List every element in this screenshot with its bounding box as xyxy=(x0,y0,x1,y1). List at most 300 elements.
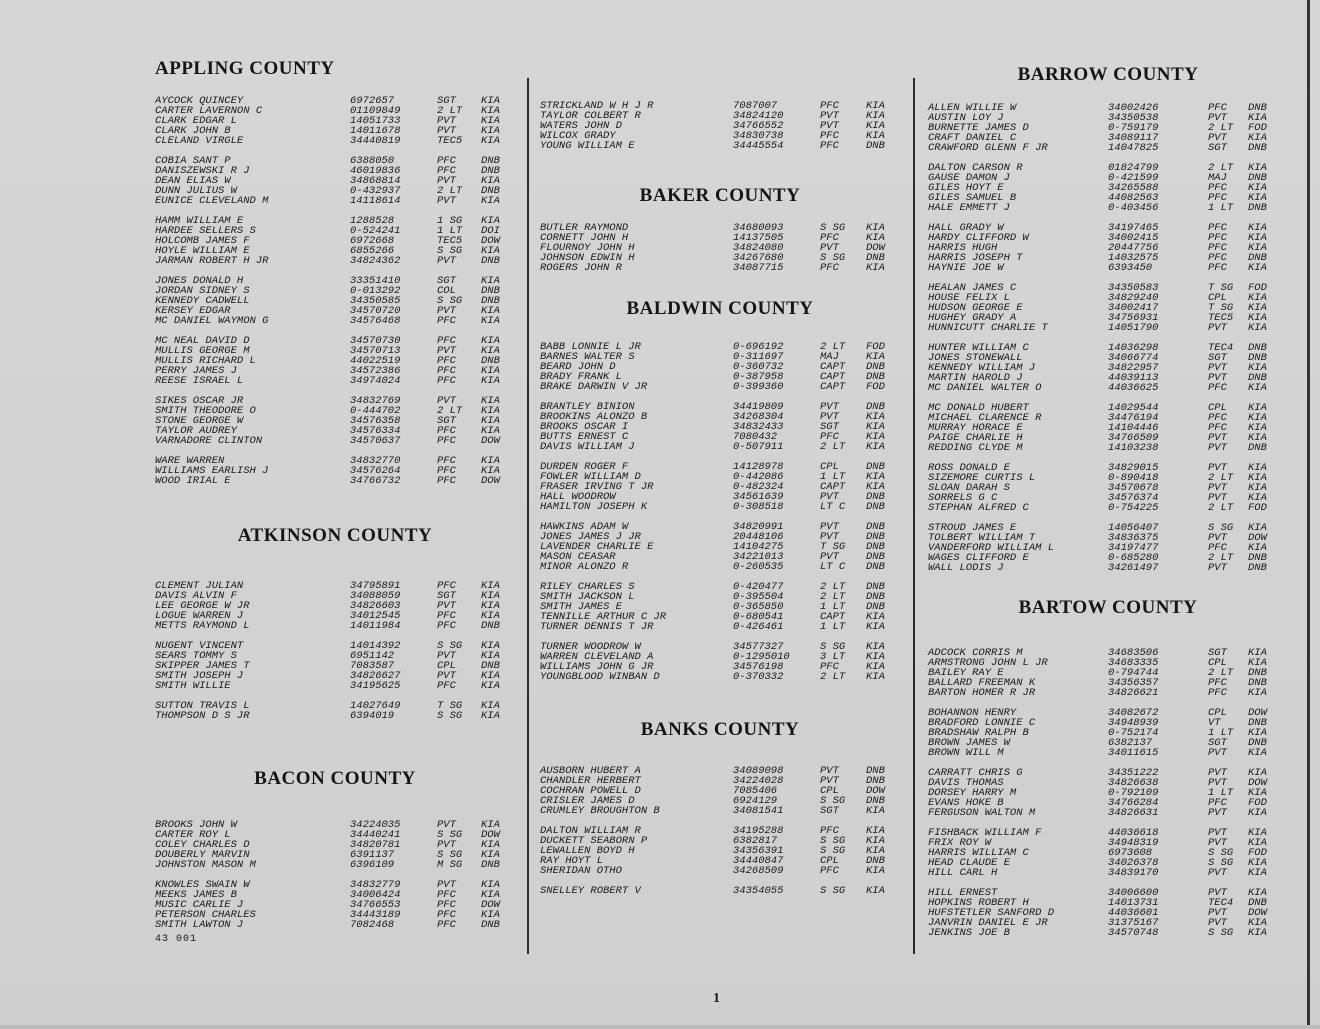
status-code: KIA xyxy=(866,661,885,673)
casualty-name: COLEY CHARLES D xyxy=(155,839,250,851)
status-code: KIA xyxy=(1248,867,1267,879)
serial-number: 14013731 xyxy=(1108,897,1159,909)
status-code: DNB xyxy=(866,371,885,383)
casualty-name: HEALAN JAMES C xyxy=(928,282,1017,294)
serial-number: 0-696192 xyxy=(733,341,784,353)
casualty-row xyxy=(928,563,1288,573)
serial-number: 34350583 xyxy=(1108,282,1159,294)
casualty-name: EVANS HOKE B xyxy=(928,797,1004,809)
rank: PFC xyxy=(820,130,839,142)
casualty-name: HARRIS HUGH xyxy=(928,242,998,254)
rank: S SG xyxy=(1208,522,1234,534)
casualty-name: METTS RAYMOND L xyxy=(155,620,250,632)
status-code: DNB xyxy=(1248,737,1267,749)
rank: CPL xyxy=(820,785,839,797)
rank: COL xyxy=(437,285,456,297)
status-code: KIA xyxy=(1248,162,1267,174)
rank: PVT xyxy=(820,551,839,563)
status-code: DNB xyxy=(866,775,885,787)
casualty-name: HALE EMMETT J xyxy=(928,202,1010,214)
casualty-name: HARRIS WILLIAM C xyxy=(928,847,1029,859)
status-code: DNB xyxy=(1248,142,1267,154)
casualty-name: CHANDLER HERBERT xyxy=(540,775,641,787)
casualty-name: TAYLOR COLBERT R xyxy=(540,110,641,122)
serial-number: 0-1295010 xyxy=(733,651,790,663)
status-code: KIA xyxy=(1248,182,1267,194)
rank: PFC xyxy=(1208,182,1227,194)
status-code: KIA xyxy=(1248,432,1267,444)
rank: TEC5 xyxy=(1208,312,1234,324)
casualty-name: REESE ISRAEL L xyxy=(155,375,244,387)
rank: CAPT xyxy=(820,361,846,373)
status-code: KIA xyxy=(866,411,885,423)
status-code: KIA xyxy=(481,610,500,622)
status-code: KIA xyxy=(1248,132,1267,144)
casualty-name: JOHNSON EDWIN H xyxy=(540,252,635,264)
status-code: KIA xyxy=(481,600,500,612)
serial-number: 0-482324 xyxy=(733,481,784,493)
casualty-name: LEE GEORGE W JR xyxy=(155,600,250,612)
casualty-name: JANVRIN DANIEL E JR xyxy=(928,917,1048,929)
casualty-name: JENKINS JOE B xyxy=(928,927,1010,939)
serial-number: 34824362 xyxy=(350,255,401,267)
rank: PFC xyxy=(437,155,456,167)
rank: S SG xyxy=(820,885,846,897)
serial-number: 1288528 xyxy=(350,215,395,227)
status-code: KIA xyxy=(481,465,500,477)
rank: 2 LT xyxy=(437,185,463,197)
status-code: KIA xyxy=(1248,192,1267,204)
status-code: DNB xyxy=(1248,897,1267,909)
rank: S SG xyxy=(437,295,463,307)
casualty-row xyxy=(155,681,515,691)
status-code: KIA xyxy=(1248,492,1267,504)
status-code: KIA xyxy=(1248,647,1267,659)
serial-number: 14128978 xyxy=(733,461,784,473)
status-code: DNB xyxy=(866,795,885,807)
casualty-name: CRAFT DANIEL C xyxy=(928,132,1017,144)
serial-number: 6951142 xyxy=(350,650,395,662)
serial-number: 34570720 xyxy=(350,305,401,317)
status-code: KIA xyxy=(1248,322,1267,334)
casualty-name: WARE WARREN xyxy=(155,455,225,467)
rank: 1 LT xyxy=(820,471,846,483)
casualty-name: HARDY CLIFFORD W xyxy=(928,232,1029,244)
serial-number: 34089098 xyxy=(733,765,784,777)
casualty-list xyxy=(540,223,900,273)
serial-number: 34088059 xyxy=(350,590,401,602)
status-code: DNB xyxy=(866,252,885,264)
casualty-name: MASON CEASAR xyxy=(540,551,616,563)
casualty-name: SLOAN DARAH S xyxy=(928,482,1010,494)
serial-number: 0-754225 xyxy=(1108,502,1159,514)
status-code: DNB xyxy=(866,521,885,533)
serial-number: 34351222 xyxy=(1108,767,1159,779)
rank: PVT xyxy=(437,255,456,267)
status-code: DNB xyxy=(1248,562,1267,574)
status-code: DNB xyxy=(866,531,885,543)
status-code: FOD xyxy=(1248,122,1267,134)
casualty-name: MC DONALD HUBERT xyxy=(928,402,1029,414)
serial-number: 34570637 xyxy=(350,435,401,447)
rank: PVT xyxy=(437,670,456,682)
status-code: KIA xyxy=(866,351,885,363)
serial-number: 34443189 xyxy=(350,909,401,921)
status-code: KIA xyxy=(481,590,500,602)
rank: CPL xyxy=(820,461,839,473)
casualty-name: DAVIS THOMAS xyxy=(928,777,1004,789)
casualty-row xyxy=(155,376,515,386)
status-code: KIA xyxy=(1248,482,1267,494)
rank: T SG xyxy=(1208,302,1234,314)
casualty-name: DOUBERLY MARVIN xyxy=(155,849,250,861)
serial-number: 34577327 xyxy=(733,641,784,653)
casualty-row xyxy=(540,442,900,452)
rank: 2 LT xyxy=(820,591,846,603)
county-heading: BACON COUNTY xyxy=(254,768,416,789)
casualty-row xyxy=(155,316,515,326)
casualty-name: CORNETT JOHN H xyxy=(540,232,629,244)
casualty-name: CRAWFORD GLENN F JR xyxy=(928,142,1048,154)
rank: PFC xyxy=(820,262,839,274)
casualty-name: TENNILLE ARTHUR C JR xyxy=(540,611,667,623)
status-code: KIA xyxy=(1248,687,1267,699)
rank: PVT xyxy=(1208,462,1227,474)
status-code: DNB xyxy=(866,551,885,563)
casualty-name: STRICKLAND W H J R xyxy=(540,100,654,112)
serial-number: 34356357 xyxy=(1108,677,1159,689)
casualty-row xyxy=(540,622,900,632)
status-code: FOD xyxy=(1248,502,1267,514)
serial-number: 34268509 xyxy=(733,865,784,877)
rank: PVT xyxy=(1208,777,1227,789)
serial-number: 31375167 xyxy=(1108,917,1159,929)
status-code: KIA xyxy=(866,421,885,433)
rank: SGT xyxy=(820,805,839,817)
status-code: KIA xyxy=(481,275,500,287)
casualty-row xyxy=(540,263,900,273)
status-code: DOW xyxy=(1248,907,1267,919)
rank: PFC xyxy=(1208,797,1227,809)
serial-number: 34836375 xyxy=(1108,532,1159,544)
serial-number: 34832779 xyxy=(350,879,401,891)
serial-number: 34766284 xyxy=(1108,797,1159,809)
casualty-name: EUNICE CLEVELAND M xyxy=(155,195,269,207)
rank: PFC xyxy=(1208,382,1227,394)
casualty-name: JONES STONEWALL xyxy=(928,352,1023,364)
status-code: KIA xyxy=(481,135,500,147)
rank: TEC4 xyxy=(1208,897,1234,909)
rank: SGT xyxy=(437,415,456,427)
casualty-name: WOOD IRIAL E xyxy=(155,475,231,487)
county-heading: BANKS COUNTY xyxy=(640,719,800,740)
casualty-name: STROUD JAMES E xyxy=(928,522,1017,534)
serial-number: 14104275 xyxy=(733,541,784,553)
rank: PFC xyxy=(437,580,456,592)
casualty-name: MEEKS JAMES B xyxy=(155,889,237,901)
rank: PFC xyxy=(437,455,456,467)
serial-number: 14047825 xyxy=(1108,142,1159,154)
casualty-name: LEWALLEN BOYD H xyxy=(540,845,635,857)
serial-number: 34826627 xyxy=(350,670,401,682)
serial-number: 34476194 xyxy=(1108,412,1159,424)
status-code: KIA xyxy=(866,481,885,493)
status-code: DNB xyxy=(481,620,500,632)
casualty-name: HOLCOMB JAMES F xyxy=(155,235,250,247)
casualty-row xyxy=(155,136,515,146)
serial-number: 34082672 xyxy=(1108,707,1159,719)
casualty-name: BROOKS JOHN W xyxy=(155,819,237,831)
rank: M SG xyxy=(437,859,463,871)
serial-number: 7082468 xyxy=(350,919,395,931)
rank: S SG xyxy=(1208,857,1234,869)
rank: PFC xyxy=(437,610,456,622)
casualty-row xyxy=(540,141,900,151)
casualty-row xyxy=(928,443,1288,453)
status-code: DNB xyxy=(866,601,885,613)
rank: CPL xyxy=(1208,402,1227,414)
rank: PFC xyxy=(437,680,456,692)
casualty-name: MARTIN HAROLD J xyxy=(928,372,1023,384)
casualty-list xyxy=(540,766,900,896)
rank: PVT xyxy=(1208,867,1227,879)
status-code: DNB xyxy=(866,581,885,593)
status-code: KIA xyxy=(1248,412,1267,424)
rank: T SG xyxy=(1208,282,1234,294)
serial-number: 6394019 xyxy=(350,710,395,722)
casualty-name: DAVIS WILLIAM J xyxy=(540,441,635,453)
serial-number: 0-370332 xyxy=(733,671,784,683)
casualty-row xyxy=(155,860,515,870)
serial-number: 14011678 xyxy=(350,125,401,137)
status-code: KIA xyxy=(481,375,500,387)
casualty-name: DALTON CARSON R xyxy=(928,162,1023,174)
serial-number: 34820991 xyxy=(733,521,784,533)
casualty-name: HEAD CLAUDE E xyxy=(928,857,1010,869)
status-code: DNB xyxy=(481,285,500,297)
status-code: DOI xyxy=(481,225,500,237)
casualty-name: COCHRAN POWELL D xyxy=(540,785,641,797)
serial-number: 34011615 xyxy=(1108,747,1159,759)
casualty-name: HOPKINS ROBERT H xyxy=(928,897,1029,909)
casualty-name: HILL ERNEST xyxy=(928,887,998,899)
rank: 2 LT xyxy=(820,441,846,453)
status-code: KIA xyxy=(1248,362,1267,374)
serial-number: 6972657 xyxy=(350,95,395,107)
rank: PVT xyxy=(1208,837,1227,849)
serial-number: 34570748 xyxy=(1108,927,1159,939)
casualty-name: SEARS TOMMY S xyxy=(155,650,237,662)
status-code: KIA xyxy=(1248,402,1267,414)
county-heading: BARROW COUNTY xyxy=(1017,64,1199,85)
rank: S SG xyxy=(820,252,846,264)
casualty-row xyxy=(928,263,1288,273)
status-code: DNB xyxy=(481,295,500,307)
rank: PVT xyxy=(437,345,456,357)
serial-number: 0-365850 xyxy=(733,601,784,613)
casualty-name: CRISLER JAMES D xyxy=(540,795,635,807)
rank: PVT xyxy=(1208,907,1227,919)
rank: PVT xyxy=(820,110,839,122)
casualty-name: MULLIS GEORGE M xyxy=(155,345,250,357)
serial-number: 34197477 xyxy=(1108,542,1159,554)
casualty-row xyxy=(540,806,900,816)
status-code: KIA xyxy=(866,130,885,142)
rank: PVT xyxy=(437,819,456,831)
serial-number: 34766552 xyxy=(733,120,784,132)
status-code: KIA xyxy=(1248,462,1267,474)
rank: PVT xyxy=(820,765,839,777)
status-code: KIA xyxy=(1248,787,1267,799)
rank: 3 LT xyxy=(820,651,846,663)
rank: 2 LT xyxy=(437,405,463,417)
serial-number: 14137505 xyxy=(733,232,784,244)
rank: SGT xyxy=(437,275,456,287)
rank: PFC xyxy=(1208,677,1227,689)
casualty-name: SKIPPER JAMES T xyxy=(155,660,250,672)
serial-number: 6396109 xyxy=(350,859,395,871)
rank: 1 LT xyxy=(1208,787,1234,799)
status-code: KIA xyxy=(1248,727,1267,739)
casualty-name: HILL CARL H xyxy=(928,867,998,879)
casualty-name: BURNETTE JAMES D xyxy=(928,122,1029,134)
rank: S SG xyxy=(437,710,463,722)
status-code: KIA xyxy=(481,345,500,357)
rank: S SG xyxy=(820,845,846,857)
serial-number: 34822957 xyxy=(1108,362,1159,374)
status-code: DNB xyxy=(481,155,500,167)
casualty-name: WILLIAMS EARLISH J xyxy=(155,465,269,477)
casualty-name: BARNES WALTER S xyxy=(540,351,635,363)
casualty-row xyxy=(155,196,515,206)
serial-number: 14011984 xyxy=(350,620,401,632)
casualty-name: AUSBORN HUBERT A xyxy=(540,765,641,777)
serial-number: 34561639 xyxy=(733,491,784,503)
casualty-name: HUNNICUTT CHARLIE T xyxy=(928,322,1048,334)
rank: PVT xyxy=(1208,372,1227,384)
rank: PVT xyxy=(820,120,839,132)
casualty-name: STEPHAN ALFRED C xyxy=(928,502,1029,514)
serial-number: 0-260535 xyxy=(733,561,784,573)
status-code: DOW xyxy=(481,435,500,447)
rank: SGT xyxy=(437,590,456,602)
status-code: KIA xyxy=(481,455,500,467)
casualty-name: MULLIS RICHARD L xyxy=(155,355,256,367)
casualty-name: WAGES CLIFFORD E xyxy=(928,552,1029,564)
serial-number: 0-890418 xyxy=(1108,472,1159,484)
status-code: KIA xyxy=(1248,422,1267,434)
casualty-list xyxy=(540,101,900,151)
serial-number: 0-524241 xyxy=(350,225,401,237)
casualty-row xyxy=(540,672,900,682)
casualty-name: PAIGE CHARLIE H xyxy=(928,432,1023,444)
casualty-name: HUNTER WILLIAM C xyxy=(928,342,1029,354)
casualty-row xyxy=(928,748,1288,758)
casualty-list xyxy=(155,96,515,486)
casualty-name: SNELLEY ROBERT V xyxy=(540,885,641,897)
serial-number: 34829240 xyxy=(1108,292,1159,304)
serial-number: 44036601 xyxy=(1108,907,1159,919)
casualty-row xyxy=(155,920,515,930)
serial-number: 34089117 xyxy=(1108,132,1159,144)
status-code: KIA xyxy=(481,680,500,692)
status-code: KIA xyxy=(481,175,500,187)
rank: PFC xyxy=(820,100,839,112)
rank: PVT xyxy=(1208,322,1227,334)
status-code: KIA xyxy=(481,415,500,427)
serial-number: 33351410 xyxy=(350,275,401,287)
casualty-row xyxy=(540,866,900,876)
casualty-name: CLEMENT JULIAN xyxy=(155,580,244,592)
casualty-name: WILLIAMS JOHN G JR xyxy=(540,661,654,673)
casualty-name: BUTTS ERNEST C xyxy=(540,431,629,443)
casualty-row xyxy=(155,621,515,631)
casualty-row xyxy=(155,256,515,266)
status-code: KIA xyxy=(866,222,885,234)
casualty-name: MC DANIEL WAYMON G xyxy=(155,315,269,327)
serial-number: 34087715 xyxy=(733,262,784,274)
serial-number: 34683335 xyxy=(1108,657,1159,669)
casualty-name: CARRATT CHRIS G xyxy=(928,767,1023,779)
status-code: FOD xyxy=(1248,847,1267,859)
rank: PFC xyxy=(820,865,839,877)
casualty-name: GILES SAMUEL B xyxy=(928,192,1017,204)
status-code: DNB xyxy=(866,491,885,503)
rank: PVT xyxy=(1208,747,1227,759)
status-code: DNB xyxy=(866,401,885,413)
status-code: KIA xyxy=(1248,382,1267,394)
serial-number: 34948939 xyxy=(1108,717,1159,729)
serial-number: 34766553 xyxy=(350,899,401,911)
serial-number: 0-680541 xyxy=(733,611,784,623)
rank: MAJ xyxy=(1208,172,1227,184)
serial-number: 34826603 xyxy=(350,600,401,612)
status-code: KIA xyxy=(866,120,885,132)
serial-number: 34195288 xyxy=(733,825,784,837)
rank: PVT xyxy=(437,839,456,851)
serial-number: 34066774 xyxy=(1108,352,1159,364)
rank: T SG xyxy=(437,700,463,712)
serial-number: 0-395504 xyxy=(733,591,784,603)
serial-number: 0-360732 xyxy=(733,361,784,373)
serial-number: 01109849 xyxy=(350,105,401,117)
rank: PFC xyxy=(437,919,456,931)
status-code: KIA xyxy=(481,839,500,851)
rank: 1 LT xyxy=(820,621,846,633)
casualty-name: ALLEN WILLIE W xyxy=(928,102,1017,114)
status-code: KIA xyxy=(1248,927,1267,939)
status-code: KIA xyxy=(866,885,885,897)
casualty-name: MC NEAL DAVID D xyxy=(155,335,250,347)
status-code: KIA xyxy=(866,110,885,122)
serial-number: 34350538 xyxy=(1108,112,1159,124)
casualty-name: MUSIC CARLIE J xyxy=(155,899,244,911)
casualty-name: HAMILTON JOSEPH K xyxy=(540,501,648,513)
casualty-list xyxy=(928,103,1288,573)
serial-number: 14036298 xyxy=(1108,342,1159,354)
casualty-row xyxy=(928,383,1288,393)
casualty-name: DEAN ELIAS W xyxy=(155,175,231,187)
casualty-row xyxy=(928,203,1288,213)
status-code: DNB xyxy=(1248,552,1267,564)
status-code: KIA xyxy=(481,95,500,107)
casualty-name: KNOWLES SWAIN W xyxy=(155,879,250,891)
rank: PVT xyxy=(1208,132,1227,144)
casualty-name: HOUSE FELIX L xyxy=(928,292,1010,304)
rank: PVT xyxy=(820,401,839,413)
status-code: KIA xyxy=(481,640,500,652)
rank: SGT xyxy=(1208,142,1227,154)
